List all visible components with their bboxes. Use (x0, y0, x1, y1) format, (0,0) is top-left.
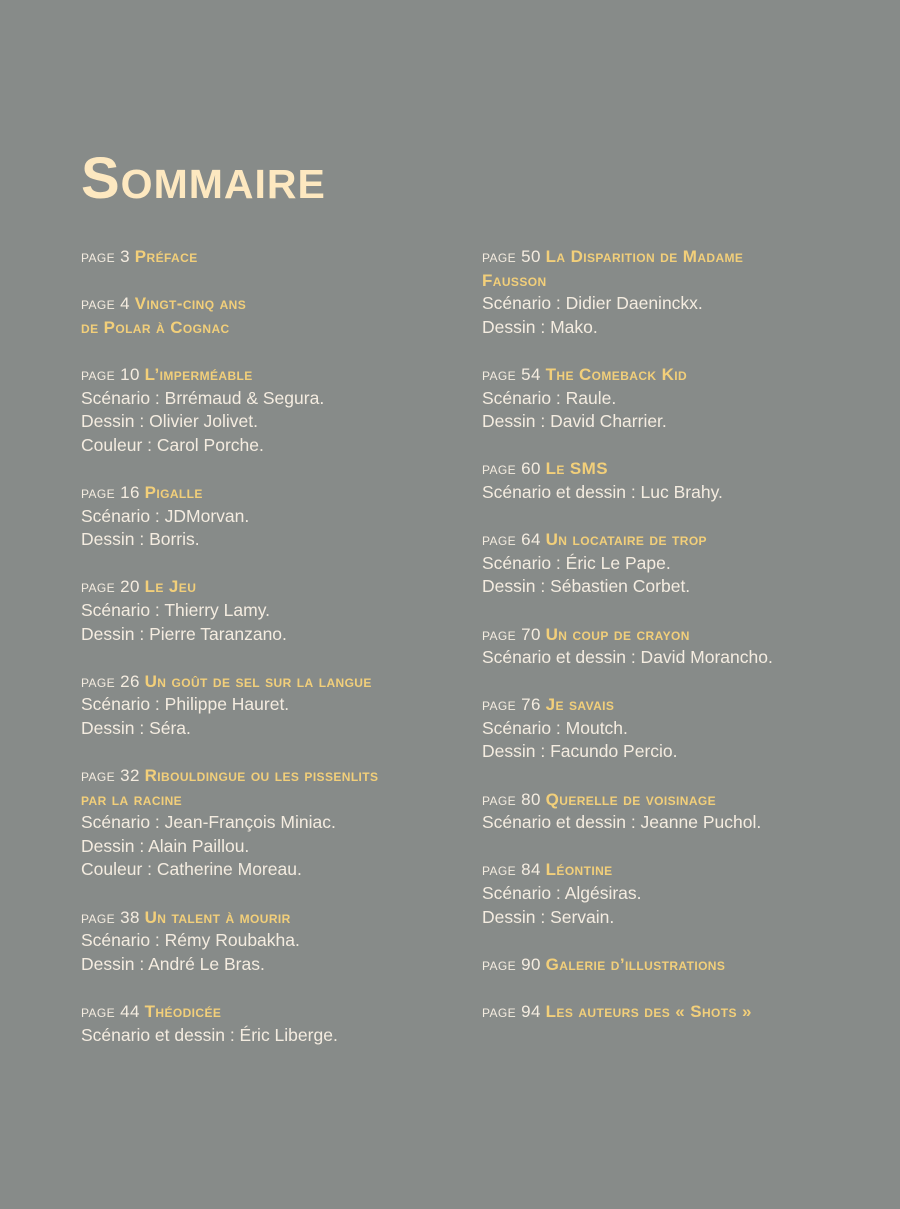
entry-credit: Dessin : Facundo Percio. (482, 741, 678, 762)
page-number: page 70 (482, 624, 541, 644)
page-number: page 3 (81, 247, 131, 266)
toc-entry-heading (81, 575, 461, 599)
toc-entry-heading (81, 906, 461, 930)
entry-credit: Scénario : Algésiras. (482, 883, 642, 904)
entry-credit: Scénario et dessin : Luc Brahy. (482, 481, 723, 502)
page-number: page 90 (482, 954, 541, 974)
toc-entry (482, 528, 882, 599)
entry-title: Théodicée (144, 1002, 222, 1021)
entry-credit: Couleur : Carol Porche. (81, 434, 264, 455)
entry-title: Préface (134, 247, 198, 266)
entry-credit: Scénario : Jean-François Miniac. (81, 812, 336, 833)
toc-entry-heading (81, 1000, 461, 1024)
entry-credit: Couleur : Catherine Moreau. (81, 859, 302, 880)
entry-credit: Scénario : JDMorvan. (81, 505, 250, 526)
toc-entry-heading (81, 670, 461, 694)
entry-title: Léontine (545, 860, 613, 880)
page-number: page 26 (81, 671, 140, 691)
entry-credit: Dessin : Borris. (81, 529, 200, 550)
toc-entry-heading (482, 623, 882, 647)
toc-entry (482, 858, 882, 929)
page-number: page 38 (81, 907, 140, 927)
toc-entry-heading (81, 764, 461, 811)
entry-title: Un goût de sel sur la langue (144, 671, 372, 691)
toc-entry-heading (482, 858, 882, 882)
entry-title: Un coup de crayon (545, 624, 690, 644)
toc-entry-heading (482, 457, 882, 481)
toc-column-left (81, 245, 461, 1071)
entry-credit: Scénario et dessin : David Morancho. (482, 647, 773, 668)
page-number: page 16 (81, 482, 140, 502)
entry-credit: Scénario : Thierry Lamy. (81, 599, 271, 620)
toc-entry (482, 1000, 882, 1024)
page-number: page 60 (482, 459, 541, 479)
page-number: page 50 (482, 247, 541, 266)
toc-entry-heading (482, 788, 882, 812)
entry-title: Le Jeu (144, 577, 197, 597)
page-number: page 20 (81, 577, 140, 597)
entry-credit: Dessin : Sébastien Corbet. (482, 576, 691, 597)
toc-entry (81, 670, 461, 741)
entry-credit: Scénario : Brrémaud & Segura. (81, 387, 325, 408)
entry-credit: Scénario : Éric Le Pape. (482, 552, 671, 573)
toc-entry (81, 481, 461, 552)
page-title: Sommaire (81, 146, 326, 211)
entry-title: Ribouldingue ou les pissenlits (144, 766, 379, 786)
page-number: page 84 (482, 860, 541, 880)
page-number: page 32 (81, 766, 140, 786)
toc-entry (81, 575, 461, 646)
toc-entry-heading (482, 245, 882, 292)
entry-title: Pigalle (144, 482, 203, 502)
toc-entry-heading (482, 1000, 882, 1024)
toc-column-right (482, 245, 882, 1047)
toc-entry (81, 292, 461, 339)
entry-credit: Scénario : Philippe Hauret. (81, 694, 290, 715)
entry-credit: Scénario et dessin : Jeanne Puchol. (482, 812, 762, 833)
toc-entry (482, 953, 882, 977)
toc-entry-heading (81, 363, 461, 387)
page-number: page 54 (482, 364, 541, 384)
page-number: page 76 (482, 695, 541, 715)
entry-credit: Scénario : Raule. (482, 387, 617, 408)
toc-entry (482, 363, 882, 434)
entry-title-continued: par la racine (81, 789, 183, 809)
toc-entry (81, 906, 461, 977)
page-number: page 4 (81, 294, 131, 314)
page-number: page 80 (482, 789, 541, 809)
toc-entry-heading (81, 245, 461, 269)
toc-entry-heading (482, 693, 882, 717)
entry-credit: Dessin : Pierre Taranzano. (81, 623, 287, 644)
entry-title: Les auteurs des « Shots » (545, 1002, 752, 1021)
entry-title: Le SMS (545, 459, 608, 479)
entry-title: Galerie d’illustrations (545, 954, 726, 974)
entry-credit: Dessin : André Le Bras. (81, 953, 265, 974)
toc-entry (81, 1000, 461, 1047)
page-number: page 10 (81, 364, 140, 384)
toc-entry-heading (482, 953, 882, 977)
entry-credit: Scénario : Moutch. (482, 717, 628, 738)
entry-credit: Dessin : Séra. (81, 717, 191, 738)
entry-credit: Dessin : Mako. (482, 316, 598, 337)
entry-credit: Scénario : Rémy Roubakha. (81, 930, 300, 951)
toc-entry (81, 245, 461, 269)
entry-title-continued: Fausson (482, 270, 547, 290)
toc-entry-heading (482, 528, 882, 552)
entry-credit: Dessin : David Charrier. (482, 411, 667, 432)
toc-entry (482, 623, 882, 670)
toc-entry (482, 788, 882, 835)
page-number: page 44 (81, 1002, 140, 1021)
page-number: page 64 (482, 530, 541, 550)
entry-credit: Dessin : Olivier Jolivet. (81, 411, 258, 432)
toc-entry (81, 764, 461, 882)
entry-credit: Dessin : Alain Paillou. (81, 835, 250, 856)
entry-title: Querelle de voisinage (545, 789, 717, 809)
entry-title: Vingt-cinq ans (134, 294, 247, 314)
toc-entry (81, 363, 461, 457)
entry-credit: Dessin : Servain. (482, 906, 615, 927)
entry-title: Un locataire de trop (545, 530, 707, 550)
entry-title: La Disparition de Madame (545, 247, 744, 266)
toc-entry (482, 693, 882, 764)
entry-credit: Scénario et dessin : Éric Liberge. (81, 1024, 338, 1045)
entry-title: Je savais (545, 695, 615, 715)
entry-title: The Comeback Kid (545, 364, 688, 384)
entry-title-continued: de Polar à Cognac (81, 317, 230, 337)
toc-entry (482, 245, 882, 339)
toc-entry-heading (81, 481, 461, 505)
toc-entry (482, 457, 882, 504)
page-number: page 94 (482, 1002, 541, 1021)
entry-credit: Scénario : Didier Daeninckx. (482, 293, 703, 314)
toc-entry-heading (81, 292, 461, 339)
entry-title: L’imperméable (144, 364, 253, 384)
toc-entry-heading (482, 363, 882, 387)
entry-title: Un talent à mourir (144, 907, 291, 927)
